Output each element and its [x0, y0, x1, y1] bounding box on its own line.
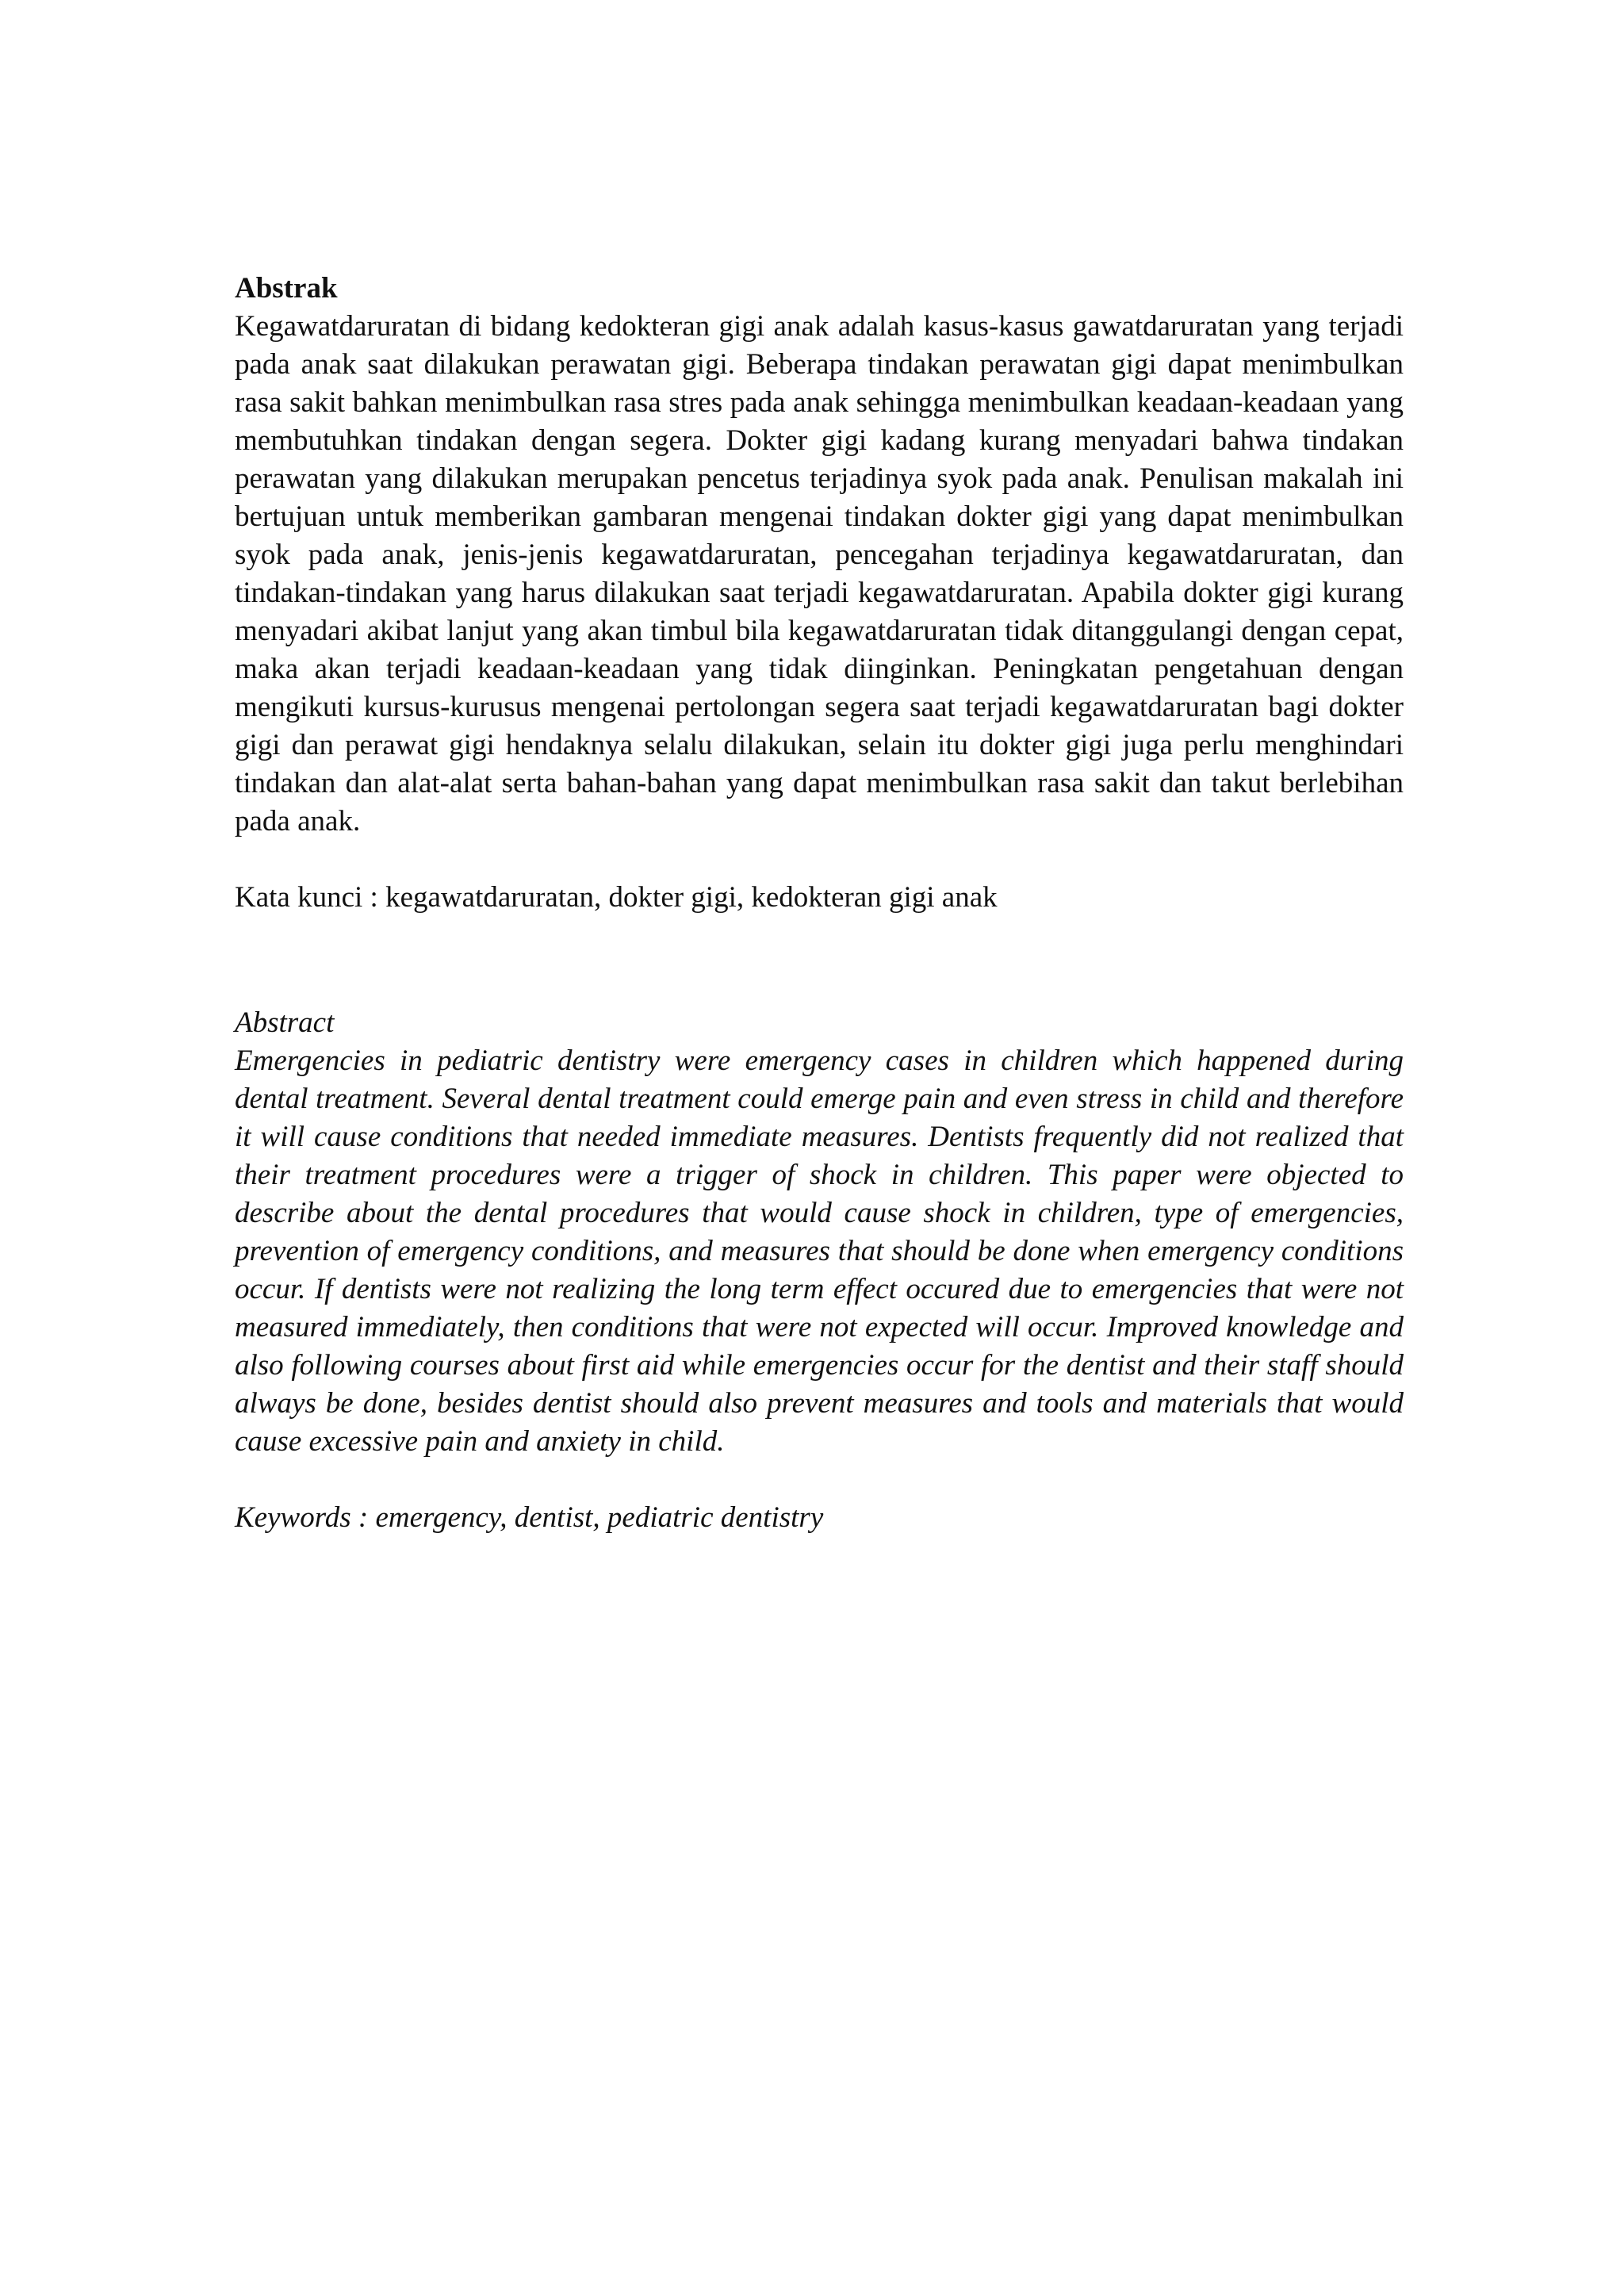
abstract-heading: Abstract	[235, 1006, 335, 1039]
keywords: Keywords : emergency, dentist, pediatric dentistry	[235, 1501, 824, 1534]
abstract-body: Emergencies in pediatric dentistry were emergency cases in children which happened during dental treatment. Several dental treatment could emerge pain and even stress in child and therefore it will cause conditions that needed immediate measures. Dentists frequently did not realized that their treatment procedures were a trigger of shock in children. This paper were objected to describe about the dental procedures that would cause shock in children, type of emergencies, prevention of emergency conditions, and measures that should be done when emergency conditions occur. If dentists were not realizing the long term effect occured due to emergencies that were not measured immediately, then conditions that were not expected will occur. Improved knowledge and also following courses about first aid while emergencies occur for the dentist and their staff should always be done, besides dentist should also prevent measures and tools and materials that would cause excessive pain and anxiety in child.	[235, 1045, 1404, 1458]
spacer	[235, 841, 1404, 879]
abstract-content	[235, 270, 1404, 1537]
spacer	[235, 1461, 1404, 1499]
abstrak-heading: Abstrak	[235, 272, 338, 305]
abstrak-body: Kegawatdaruratan di bidang kedokteran gigi anak adalah kasus-kasus gawatdaruratan yang terjadi pada anak saat dilakukan perawatan gigi. Beberapa tindakan perawatan gigi dapat menimbulkan rasa sakit bahkan menimbulkan rasa stres pada anak sehingga menimbulkan keadaan-keadaan yang membutuhkan tindakan dengan segera. Dokter gigi kadang kurang menyadari bahwa tindakan perawatan yang dilakukan merupakan pencetus terjadinya syok pada anak. Penulisan makalah ini bertujuan untuk memberikan gambaran mengenai tindakan dokter gigi yang dapat menimbulkan syok pada anak, jenis-jenis kegawatdaruratan, pencegahan terjadinya kegawatdaruratan, dan tindakan-tindakan yang harus dilakukan saat terjadi kegawatdaruratan. Apabila dokter gigi kurang menyadari akibat lanjut yang akan timbul bila kegawatdaruratan tidak ditanggulangi dengan cepat, maka akan terjadi keadaan-keadaan yang tidak diinginkan. Peningkatan pengetahuan dengan mengikuti kursus-kurusus mengenai pertolongan segera saat terjadi kegawatdaruratan bagi dokter gigi dan perawat gigi hendaknya selalu dilakukan, selain itu dokter gigi juga perlu menghindari tindakan dan alat-alat serta bahan-bahan yang dapat menimbulkan rasa sakit dan takut berlebihan pada anak.	[235, 310, 1404, 838]
kata-kunci: Kata kunci : kegawatdaruratan, dokter gigi, kedokteran gigi anak	[235, 881, 998, 914]
spacer	[235, 917, 1404, 1004]
